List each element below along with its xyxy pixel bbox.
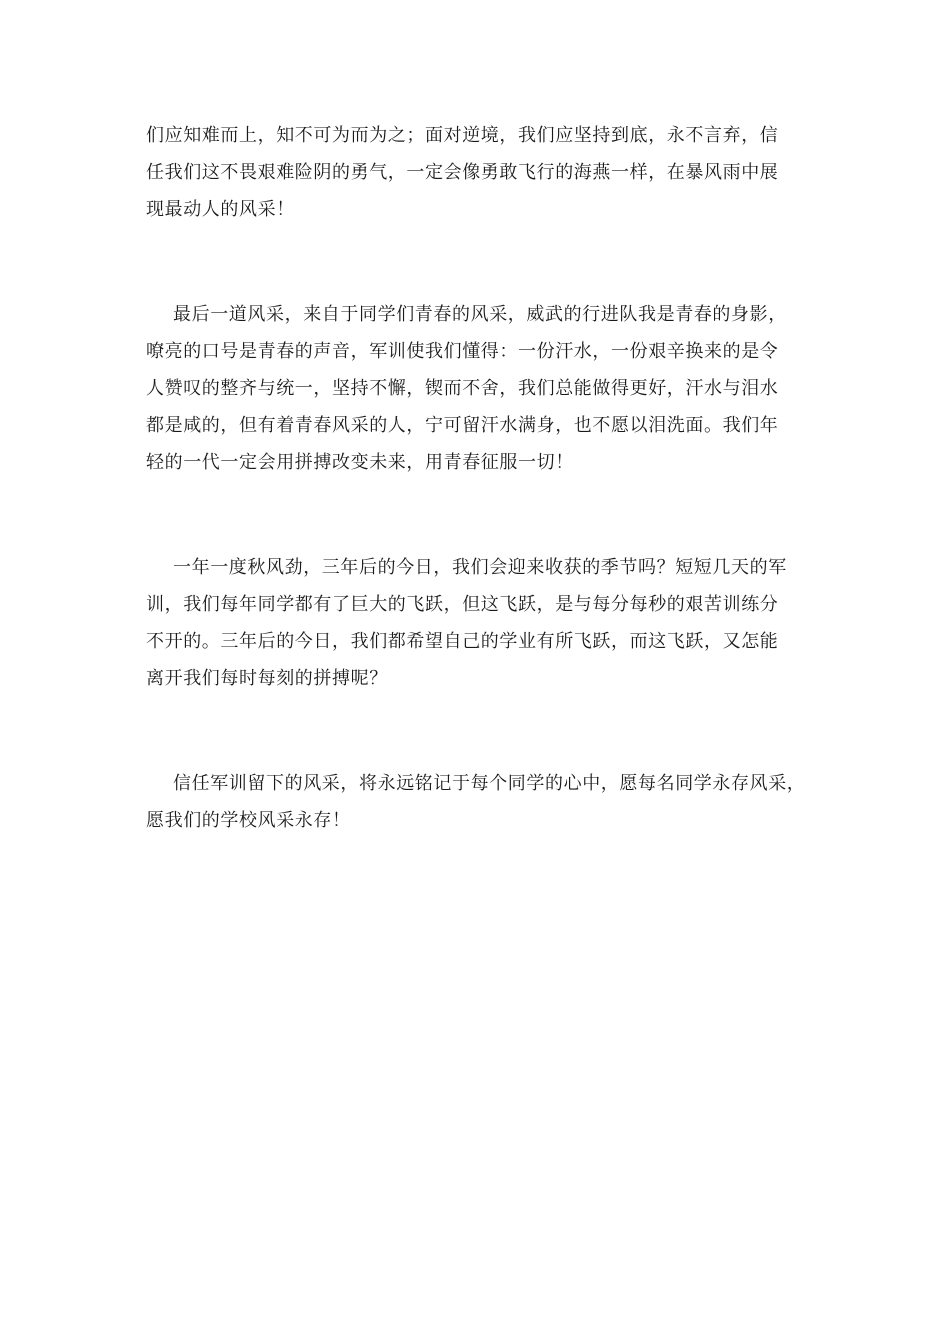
- paragraph-line: 一年一度秋风劲，三年后的今日，我们会迎来收获的季节吗？短短几天的军: [173, 557, 787, 578]
- paragraph-line: 任我们这不畏艰难险阴的勇气，一定会像勇敢飞行的海燕一样，在暴风雨中展: [146, 162, 779, 183]
- paragraph-line: 离开我们每时每刻的拼搏呢？: [146, 668, 388, 689]
- paragraph-line: 现最动人的风采！: [146, 199, 295, 220]
- paragraph-line: 人赞叹的整齐与统一，坚持不懈，锲而不舍，我们总能做得更好，汗水与泪水: [146, 378, 779, 399]
- paragraph-line: 信任军训留下的风采，将永远铭记于每个同学的心中，愿每名同学永存风采，: [173, 773, 806, 794]
- paragraph-line: 训，我们每年同学都有了巨大的飞跃，但这飞跃，是与每分每秒的艰苦训练分: [146, 594, 779, 615]
- paragraph-line: 们应知难而上，知不可为而为之；面对逆境，我们应坚持到底，永不言弃，信: [146, 125, 779, 146]
- paragraph-line: 嘹亮的口号是青春的声音，军训使我们懂得：一份汗水，一份艰辛换来的是令: [146, 341, 779, 362]
- paragraph-line: 轻的一代一定会用拼搏改变未来，用青春征服一切！: [146, 452, 574, 473]
- paragraph-line: 最后一道风采，来自于同学们青春的风采，威武的行进队我是青春的身影，: [173, 304, 787, 325]
- paragraph-line: 都是咸的，但有着青春风采的人，宁可留汗水满身，也不愿以泪洗面。我们年: [146, 415, 779, 436]
- paragraph-line: 不开的。三年后的今日，我们都希望自己的学业有所飞跃，而这飞跃，又怎能: [146, 631, 779, 652]
- paragraph-line: 愿我们的学校风采永存！: [146, 810, 351, 831]
